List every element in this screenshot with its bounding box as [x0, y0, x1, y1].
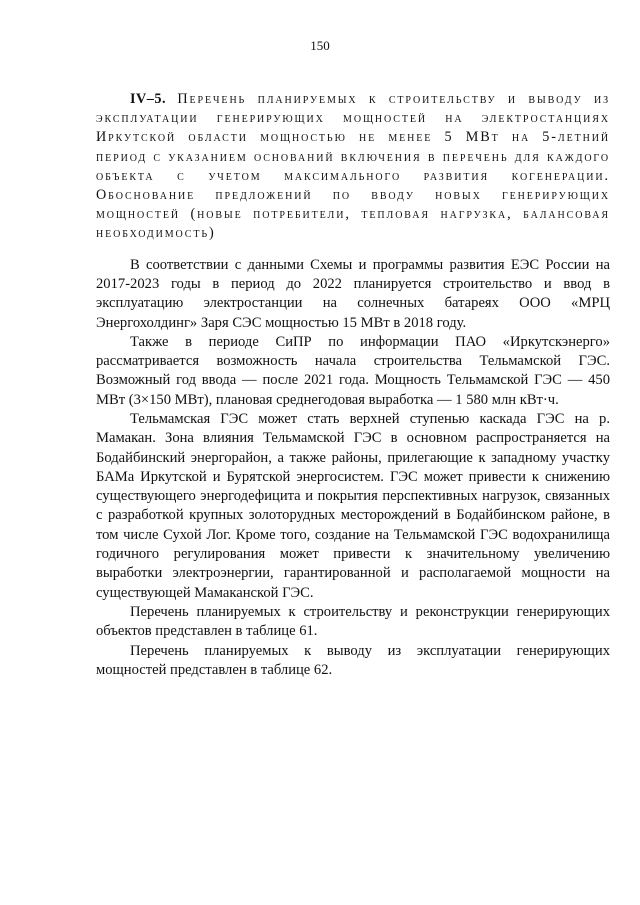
section-number: IV–5. — [130, 91, 167, 107]
paragraph-telmamskaya-construction: Также в периоде СиПР по информации ПАО «Иркутскэнерго» рассматривается возможность начала строительства Тельмамской ГЭС. Возможный год ввода — после 2021 года. Мощность Тельмамской ГЭС — 450 МВт (3×150 МВт), плановая среднегодовая выработка — 1 580 млн кВт·ч. — [96, 333, 610, 408]
section-title: Перечень планируемых к строительству и выводу из эксплуатации генерирующих мощностей на электростанциях Иркутской области мощностью не менее 5 МВт на 5-летний период с указанием оснований включения в перечень для каждого объекта с учетом максимального развития когенерации. Обоснование предложений по вводу новых генерирующих мощностей (новые потребители, тепловая нагрузка, балансовая необходимость) — [96, 91, 610, 242]
paragraph-table-61-reference: Перечень планируемых к строительству и реконструкции генерирующих объектов представлен в таблице 61. — [96, 603, 610, 640]
section-heading — [96, 90, 610, 244]
paragraph-solar-plant: В соответствии с данными Схемы и программы развития ЕЭС России на 2017-2023 годы в период до 2022 планируется строительство и ввод в эксплуатацию электростанции на солнечных батареях ООО «МРЦ Энергохолдинг» Заря СЭС мощностью 15 МВт в 2018 году. — [96, 256, 610, 331]
document-body — [96, 90, 610, 680]
page-number: 150 — [310, 38, 330, 53]
paragraph-telmamskaya-impact: Тельмамская ГЭС может стать верхней ступенью каскада ГЭС на р. Мамакан. Зона влияния Тельмамской ГЭС в основном распространяется на Бодайбинский энергорайон, а также районы, прилегающие к западному участку БАМа Иркутской и Бурятской энергосистем. ГЭС может привести к снижению существующего энергодефицита и покрытия перспективных нагрузок, связанных с разработкой крупных золоторудных месторождений в Бодайбинском районе, в том числе Сухой Лог. Кроме того, создание на Тельмамской ГЭС водохранилища годичного регулирования может привести к значительному увеличению выработки электроэнергии, гарантированной и располагаемой мощности на существующей Мамаканской ГЭС. — [96, 411, 610, 601]
paragraph-table-62-reference: Перечень планируемых к выводу из эксплуатации генерирующих мощностей представлен в таблице 62. — [96, 642, 610, 678]
